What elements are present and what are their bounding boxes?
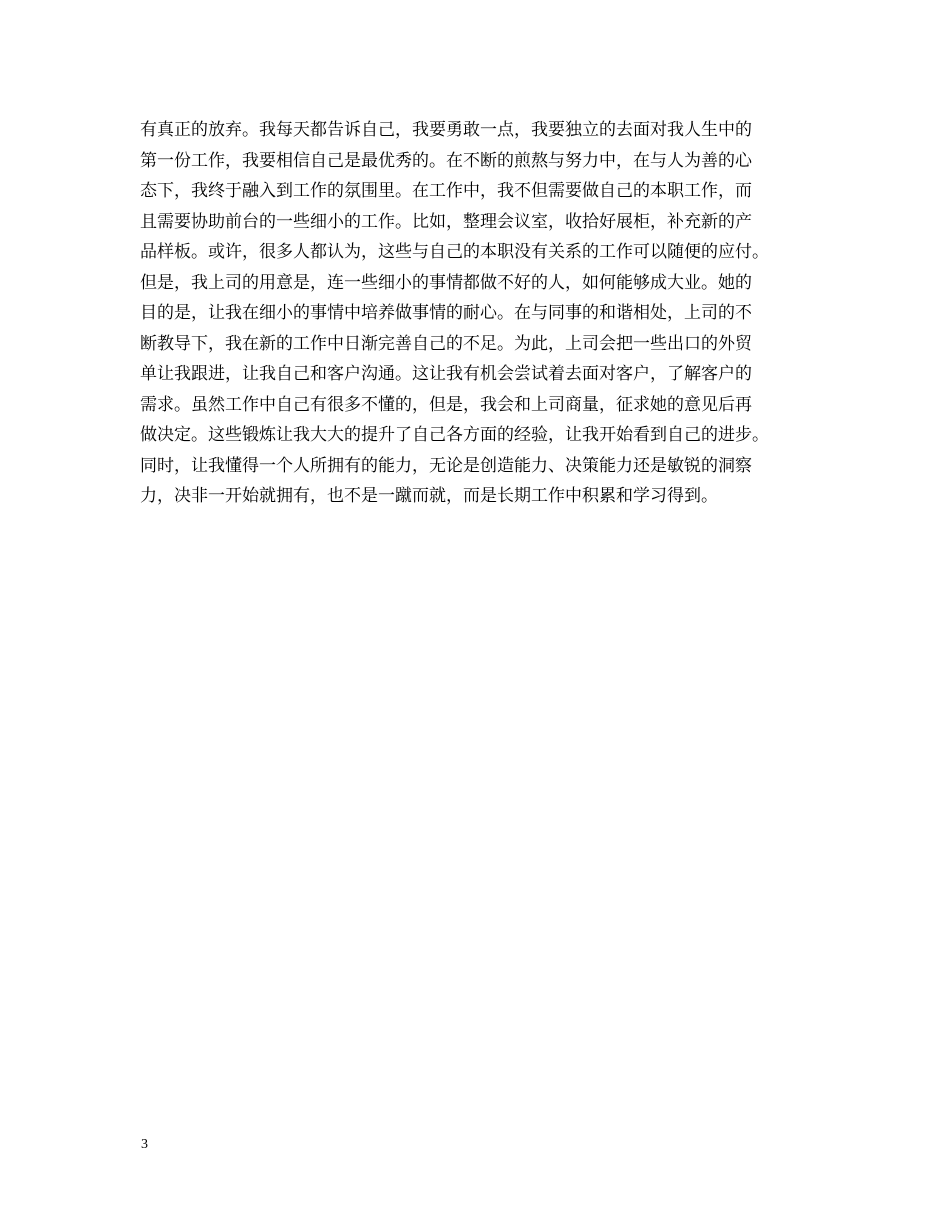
text-line: 断教导下，我在新的工作中日渐完善自己的不足。为此，上司会把一些出口的外贸 <box>140 333 752 354</box>
text-line: 同时，让我懂得一个人所拥有的能力，无论是创造能力、决策能力还是敏锐的洞察 <box>140 455 752 476</box>
text-line: 品样板。或许，很多人都认为，这些与自己的本职没有关系的工作可以随便的应付。 <box>140 242 769 262</box>
text-line: 目的是，让我在细小的事情中培养做事情的耐心。在与同事的和谐相处，上司的不 <box>140 303 752 323</box>
text-line: 需求。虽然工作中自己有很多不懂的，但是，我会和上司商量，征求她的意见后再 <box>140 394 752 415</box>
text-line: 力，决非一开始就拥有，也不是一蹴而就，而是长期工作中积累和学习得到。 <box>140 486 718 506</box>
body-paragraph <box>140 115 840 512</box>
text-line: 态下，我终于融入到工作的氛围里。在工作中，我不但需要做自己的本职工作，而 <box>140 181 752 201</box>
text-line: 第一份工作，我要相信自己是最优秀的。在不断的煎熬与努力中，在与人为善的心 <box>140 150 752 171</box>
text-line: 但是，我上司的用意是，连一些细小的事情都做不好的人，如何能够成大业。她的 <box>140 272 752 293</box>
text-line: 且需要协助前台的一些细小的工作。比如，整理会议室，收拾好展柜，补充新的产 <box>140 211 752 232</box>
text-line: 做决定。这些锻炼让我大大的提升了自己各方面的经验，让我开始看到自己的进步。 <box>140 425 769 445</box>
text-line: 单让我跟进，让我自己和客户沟通。这让我有机会尝试着去面对客户，了解客户的 <box>140 364 752 384</box>
text-line: 有真正的放弃。我每天都告诉自己，我要勇敢一点，我要独立的去面对我人生中的 <box>140 120 752 140</box>
page-number: 3 <box>141 1137 148 1152</box>
